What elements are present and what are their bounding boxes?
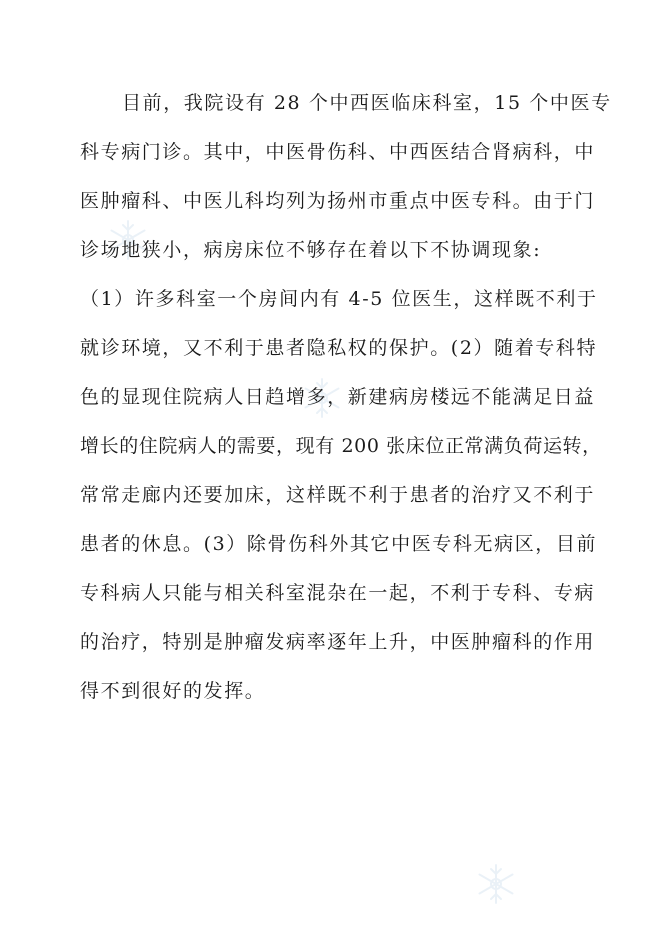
- paragraph-line: （1）许多科室一个房间内有 4-5 位医生，这样既不利于: [80, 288, 598, 310]
- paragraph-line: 科专病门诊。其中，中医骨伤科、中西医结合肾病科，中: [80, 141, 596, 163]
- snowflake-watermark-icon: [474, 862, 518, 906]
- paragraph-line: 诊场地狭小，病房床位不够存在着以下不协调现象:: [80, 239, 542, 261]
- paragraph-line: 色的显现住院病人日趋增多，新建病房楼远不能满足日益: [80, 386, 596, 408]
- paragraph-line: 得不到很好的发挥。: [80, 680, 266, 702]
- paragraph-line: 患者的休息。(3）除骨伤科外其它中医专科无病区，目前: [80, 533, 598, 555]
- paragraph-line: 就诊环境，又不利于患者隐私权的保护。(2）随着专科特: [80, 337, 598, 359]
- paragraph-line: 目前，我院设有 28 个中西医临床科室，15 个中医专: [122, 92, 612, 114]
- paragraph-line: 常常走廊内还要加床，这样既不利于患者的治疗又不利于: [80, 484, 596, 506]
- paragraph-line: 的治疗，特别是肿瘤发病率逐年上升，中医肿瘤科的作用: [80, 631, 596, 653]
- paragraph-line: 医肿瘤科、中医儿科均列为扬州市重点中医专科。由于门: [80, 190, 596, 212]
- body-paragraph: [80, 88, 612, 725]
- paragraph-line: 增长的住院病人的需要，现有 200 张床位正常满负荷运转，: [80, 435, 602, 457]
- paragraph-line: 专科病人只能与相关科室混杂在一起，不利于专科、专病: [80, 582, 596, 604]
